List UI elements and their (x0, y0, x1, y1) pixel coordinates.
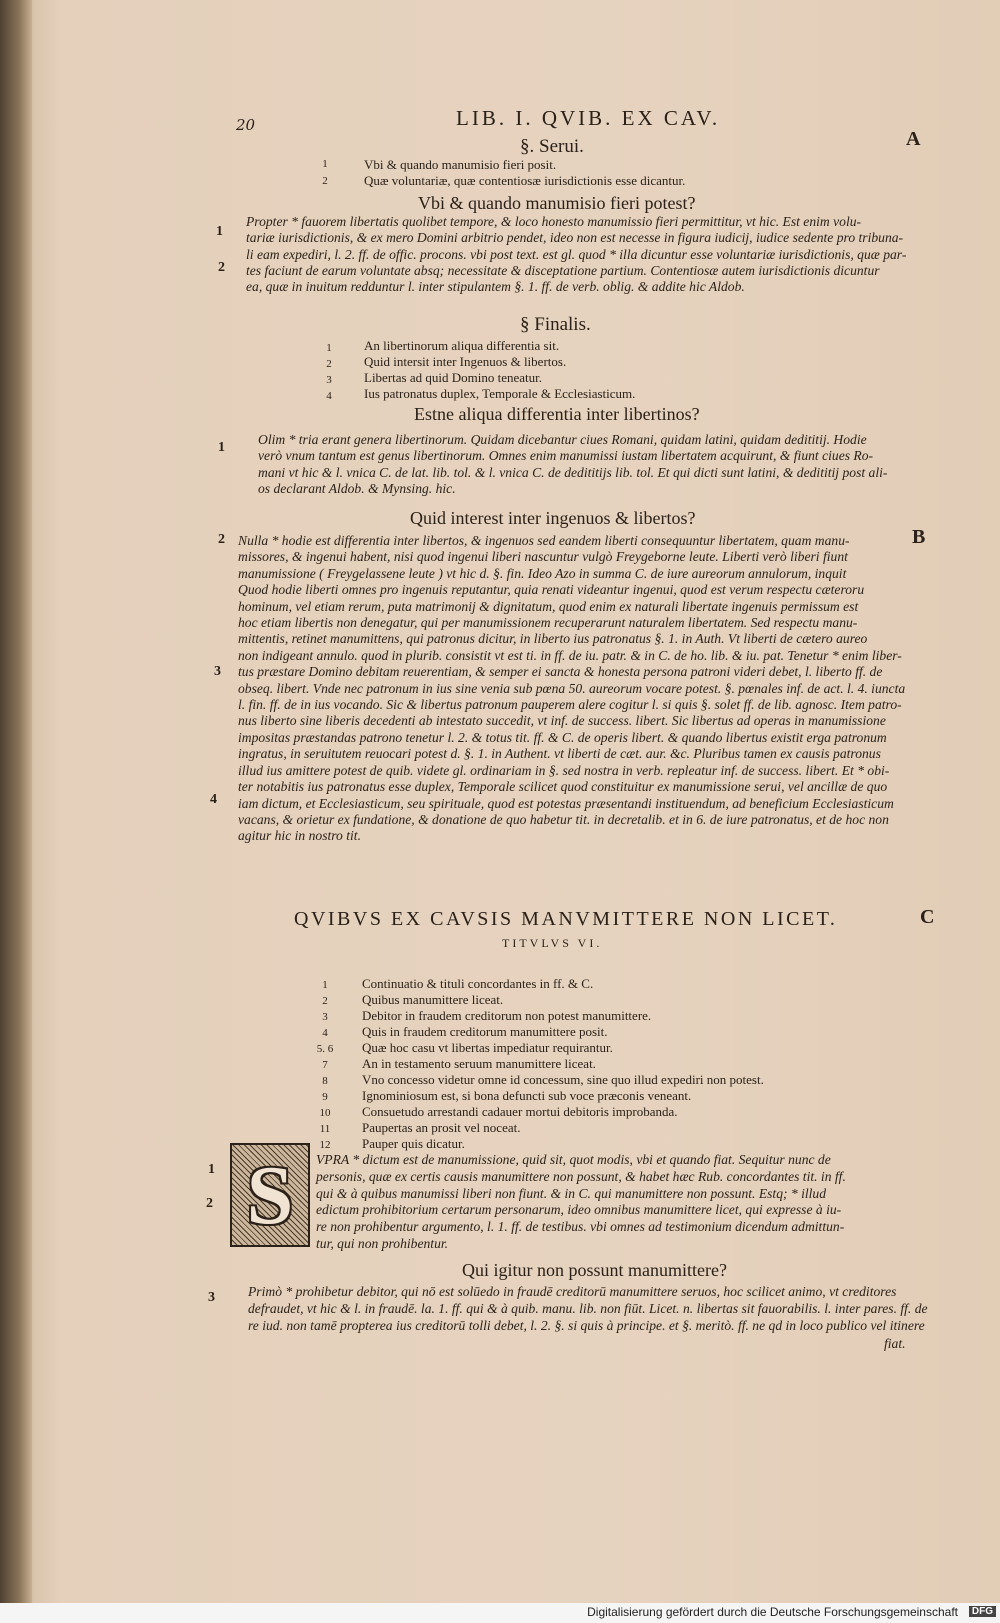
text-line: hominum, vel etiam rerum, puta matrimonij & dignitatum, quod enim ex naturali libertate ingenuis permissum est (238, 598, 859, 614)
margin-number: 1 (208, 1162, 215, 1177)
question-heading: Estne aliqua differentia inter libertinos? (414, 404, 700, 424)
digitization-footer (0, 1603, 1000, 1623)
summary-num: 4 (326, 390, 332, 402)
summary-item: Vbi & quando manumisio fieri posit. (364, 157, 557, 172)
text-line: li eam expediri, l. 2. ff. de offic. procons. vbi post text. est gl. quod * illa dicuntur esse voluntariæ iurisdictionis, quæ par- (246, 246, 907, 262)
question-heading: Quid interest inter ingenuos & libertos? (410, 508, 696, 528)
margin-number: 2 (218, 260, 225, 275)
text-line: ter notabitis ius patronatus esse duplex, Temporale scilicet quod constituitur ex manumissione serui, vel ancillæ de quo (238, 779, 888, 795)
text-line: Olim * tria erant genera libertinorum. Quidam dicebantur ciues Romani, quidam latini, quidam dedititij. Hodie (258, 432, 867, 447)
text-line: tur, qui non prohibentur. (316, 1235, 449, 1251)
text-line: nus liberto sine liberis decedenti ab intestato succedit, vt inf. de success. libert. Sic libertus ad operas in manumissione (238, 713, 886, 729)
summary-item: Vno concesso videtur omne id concessum, sine quo illud expediri non potest. (362, 1072, 764, 1087)
text-line: tariæ iurisdictionis, & ex mero Domini arbitrio pendet, ideo non est necesse in figura iudicij, iudice sedente pro tribuna- (246, 230, 904, 246)
text-line: re iud. non tamē propterea ius creditorū tolli debet, l. 2. §. si quis à principe. et §. meritò. ff. ne qd in loco publico vel itinere (248, 1318, 925, 1333)
margin-number: 2 (206, 1196, 213, 1211)
text-line: agitur hic in nostro tit. (238, 828, 361, 844)
text-line: vacans, & orietur ex fundatione, & donatione de quo habetur tit. in decretalib. et in 6. de iure patronatus, et de hoc non (238, 811, 889, 827)
text-line: manumissione ( Freygelassene leute ) vt hic d. §. fin. Ideo Azo in summa C. de iure aureorum annulorum, inquit (238, 565, 847, 581)
summary-item: Libertas ad quid Domino teneatur. (364, 370, 542, 385)
margin-letter-a: A (906, 128, 921, 150)
margin-number: 2 (218, 532, 225, 547)
summary-num: 12 (319, 1139, 331, 1151)
title-heading: QVIBVS EX CAVSIS MANVMITTERE NON LICET. (294, 908, 838, 930)
text-line: ingratus, in seruitutem reuocari potest d. §. 1. in Authent. vt liberti de cæt. aur. &c. Pluribus tamen ex causis patronus (238, 746, 881, 762)
body-paragraph (258, 432, 887, 497)
question-heading: Vbi & quando manumisio fieri potest? (418, 193, 696, 213)
margin-number: 3 (214, 664, 221, 679)
summary-item: An libertinorum aliqua differentia sit. (364, 338, 560, 353)
summary-item: Quibus manumittere liceat. (362, 992, 504, 1007)
decorated-initial-s (230, 1143, 310, 1247)
text-line: illud ius amittere potest de quib. videte gl. ordinariam in §. sed nostra in verb. repleatur inf. de success. libert. Et * obi- (238, 762, 890, 778)
summary-num: 5. 6 (316, 1043, 334, 1055)
text-line: mittentis, retinet manumittens, qui patronus dicitur, in liberto ius patronatus §. 1. in Auth. Vt liberti de cætero aureo (238, 631, 868, 647)
text-line: edictum prohibitorium certarum personarum, ideo omnibus manumittere licet, qui expresse à iu- (316, 1202, 842, 1218)
text-line: missores, & ingenui habent, nisi quod ingenui liberi nascuntur vulgò Freygeborne leute. Liberti verò liberi fiunt (238, 549, 848, 565)
text-line: os declarant Aldob. & Mynsing. hic. (258, 480, 456, 496)
text-line: mani vt hic & l. vnica C. de lat. lib. tol. & l. vnica C. de dedititijs lib. tol. Et qui dicti sunt latini, & dedititij post ali- (258, 464, 888, 480)
margin-number: 4 (210, 792, 217, 807)
text-line: non indigeant annulo. quod in plurib. consistit vt est ti. in ff. de iu. patr. & in C. de ho. lib. & iu. pat. Tenetur * enim liber- (238, 647, 902, 663)
dfg-logo: DFG (969, 1606, 996, 1617)
section-heading-finalis: § Finalis. (520, 314, 591, 335)
text-line: VPRA * dictum est de manumissione, quid sit, quot modis, vbi et quando fiat. Sequitur nunc de (316, 1152, 831, 1167)
summary-num: 3 (322, 1011, 328, 1023)
text-line: iam dictum, et Ecclesiasticum, seu spirituale, quod est potestas præsentandi instituendum, ad beneficium Ecclesiasticum (238, 795, 894, 811)
text-line: l. fin. ff. de in ius vocando. Sic & libertus patronum pauperem alere cogitur l. si quis §. solet ff. de lib. agnosc. Item patro- (238, 697, 902, 713)
text-line: Nulla * hodie est differentia inter libertos, & ingenuos sed eandem liberti consequuntur libertatem, quam manu- (238, 533, 850, 548)
summary-item: Quis in fraudem creditorum manumittere posit. (362, 1024, 608, 1039)
summary-num: 10 (319, 1107, 331, 1119)
text-line: tes faciunt de earum voluntate absq; necessitate & disceptatione partium. Contentiosæ autem iurisdictionis dicuntur (246, 262, 880, 278)
text-line: defraudet, vt hic & l. in fraudē. la. 1. ff. qui & à quib. manu. lib. non fiūt. Licet. n. libertas sit fauorabilis. l. inter pares. ff. de (248, 1301, 928, 1316)
summary-num: 2 (326, 358, 332, 370)
margin-letter-b: B (912, 526, 926, 548)
summary-item: Quæ hoc casu vt libertas impediatur requirantur. (362, 1040, 613, 1055)
body-paragraph (238, 533, 905, 845)
margin-letter-c: C (920, 906, 935, 928)
summary-num: 1 (326, 342, 332, 354)
text-line: hoc etiam libertis non denegatur, qui per manumissionem recuperarunt naturalem libertatem. Sed respectu manu- (238, 615, 858, 631)
text-line: fiat. (884, 1336, 906, 1351)
margin-number: 3 (208, 1290, 215, 1305)
text-line: ea, quæ in inuitum redduntur l. inter stipulantem §. 1. ff. de verb. oblig. & addite hic Aldob. (246, 279, 745, 295)
text-line: impositas præstandas patrono tenetur l. 2. & totus tit. ff. & C. de operis libert. & quando libertus existit erga patronum (238, 729, 887, 745)
text-line: verò vnum tantum est genus libertinorum. Omnes enim manumissi iustam libertatem acquirunt, & fiunt ciues Ro- (258, 448, 874, 464)
summary-item: Ius patronatus duplex, Temporale & Ecclesiasticum. (364, 386, 636, 401)
folio-number: 20 (236, 116, 256, 134)
margin-number: 1 (216, 224, 223, 239)
question-heading: Qui igitur non possunt manumittere? (462, 1260, 727, 1280)
body-paragraph (316, 1152, 846, 1253)
summary-item: Continuatio & tituli concordantes in ff. & C. (362, 976, 594, 991)
summary-num: 3 (326, 374, 332, 386)
summary-item: Ignominiosum est, si bona defuncti sub voce præconis veneant. (362, 1088, 692, 1103)
margin-number: 1 (218, 440, 225, 455)
text-line: obseq. libert. Vnde nec patronum in ius sine venia sub pœna 50. aureorum vocare potest. §. pœnales inf. de act. l. 4. iuncta (238, 680, 906, 696)
summary-item: Quid intersit inter Ingenuos & libertos. (364, 354, 567, 369)
summary-item: Consuetudo arrestandi cadauer mortui debitoris improbanda. (362, 1104, 678, 1119)
summary-num: 1 (322, 979, 328, 991)
text-line: Primò * prohibetur debitor, qui nō est solūedo in fraudē creditorū manumittere seruos, hoc scilicet animo, vt creditores (248, 1284, 897, 1299)
summary-num: 1 (322, 158, 328, 170)
summary-item: Paupertas an prosit vel noceat. (362, 1120, 521, 1135)
summary-num: 11 (319, 1123, 331, 1135)
text-line: personis, quæ ex certis causis manumittere non possunt, & habet hæc Rub. concordantes tit. in ff. (316, 1168, 846, 1184)
summary-num: 2 (322, 175, 328, 187)
body-paragraph (248, 1283, 928, 1334)
book-gutter (0, 0, 32, 1623)
summary-item: Quæ voluntariæ, quæ contentiosæ iurisdictionis esse dicantur. (364, 173, 686, 188)
summary-num: 2 (322, 995, 328, 1007)
running-head: LIB. I. QVIB. EX CAV. (456, 106, 721, 130)
section-heading-serui: §. Serui. (520, 136, 584, 157)
summary-num: 7 (322, 1059, 328, 1071)
summary-num: 9 (322, 1091, 328, 1103)
initial-letter: S (246, 1148, 294, 1242)
body-paragraph (246, 214, 906, 295)
text-line: re non prohibentur argumento, l. 1. ff. de testibus. vbi omnes ad testimonium dicendum admittun- (316, 1219, 845, 1235)
summary-item: Debitor in fraudem creditorum non potest manumittere. (362, 1008, 652, 1023)
text-line: Propter * fauorem libertatis quolibet tempore, & loco honesto manumissio fieri permittitur, vt hic. Est enim volu- (246, 214, 862, 229)
summary-item: An in testamento seruum manumittere liceat. (362, 1056, 596, 1071)
text-line: tus præstare Domino debitam reuerentiam, & semper ei sancta & honesta persona patroni videri debet, l. liberto ff. de (238, 664, 883, 680)
summary-num: 8 (322, 1075, 328, 1087)
summary-num: 4 (322, 1027, 328, 1039)
titulus-label: TITVLVS VI. (502, 936, 603, 950)
text-line: Quod hodie liberti omnes pro ingenuis reputantur, quia renati videantur ingenui, quod est verum respectu cæteroru (238, 582, 865, 598)
text-line: qui & à quibus manumissi liberi non fiunt. & in C. qui manumittere non possunt. Estq; * illud (316, 1185, 827, 1201)
summary-item: Pauper quis dicatur. (362, 1136, 465, 1151)
funding-credit: Digitalisierung gefördert durch die Deutsche Forschungsgemeinschaft (587, 1605, 958, 1619)
